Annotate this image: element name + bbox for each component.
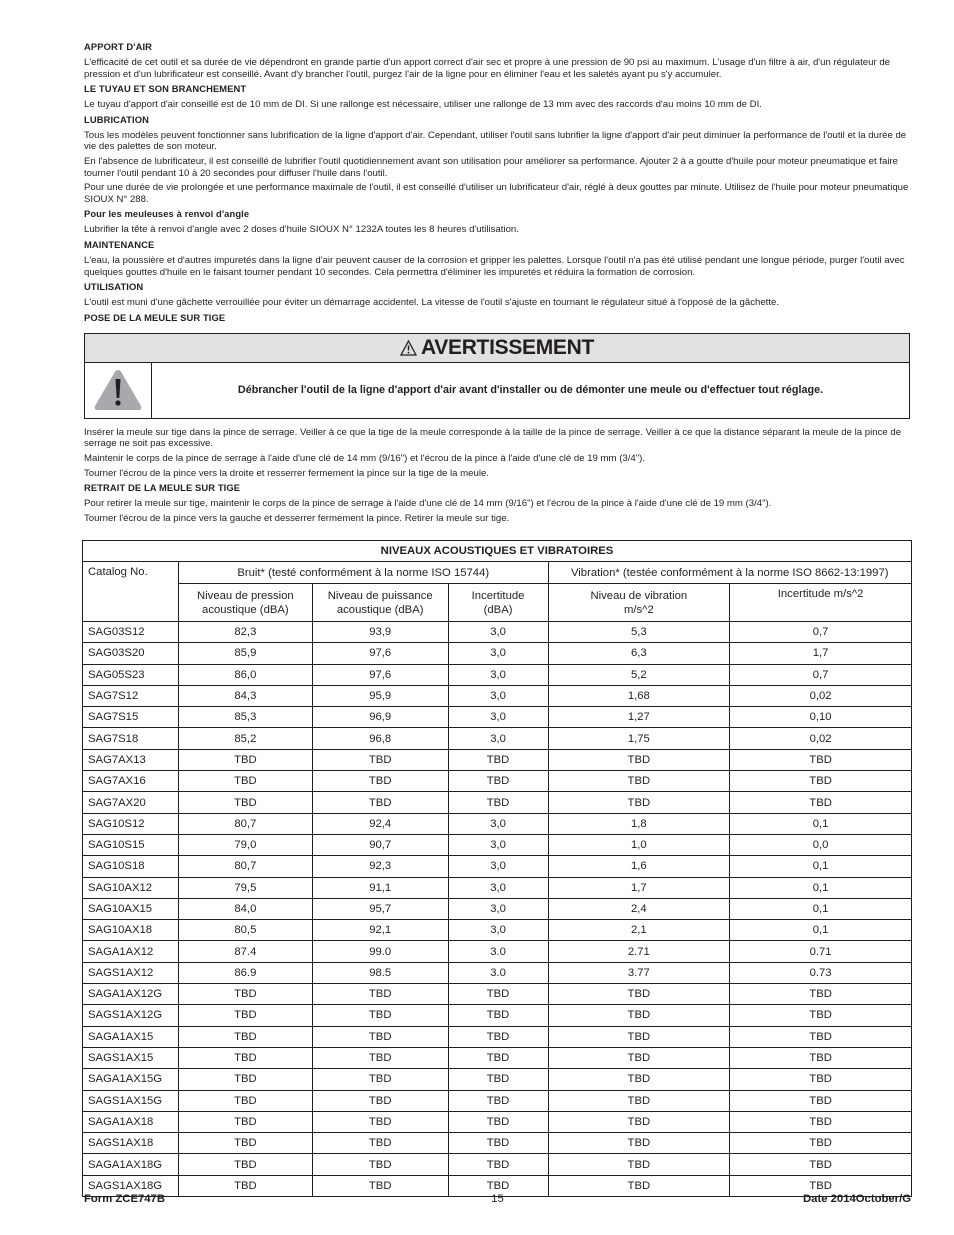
catalog-number-cell: SAGA1AX12G [83,984,179,1005]
paragraph: L'efficacité de cet outil et sa durée de vie dépendront en grande partie d'un apport correct d'air sec et propre à une pression de 90 psi au maximum. L'usage d'un filtre à air, d'un régulateur de pression et d'un lubrificateur est conseillé. Avant d'y brancher l'outil, purgez l'air de la ligne pour en éliminer l'eau et les saletés ayant pu s'y accumuler. [84,57,890,80]
value-cell: 93,9 [312,622,448,643]
revision-date: Date 2014October/G [803,1193,911,1205]
value-cell: TBD [548,1111,730,1132]
catalog-number-cell: SAGA1AX15G [83,1069,179,1090]
vibration-header: Vibration* (testée conformément à la norme ISO 8662-13:1997) [548,562,912,584]
warning-body [85,363,909,418]
value-cell: TBD [448,771,548,792]
value-cell: TBD [730,792,912,813]
value-cell: 1,27 [548,707,730,728]
warning-triangle-icon [400,340,417,356]
catalog-number-cell: SAG10AX12 [83,877,179,898]
value-cell: 2,4 [548,898,730,919]
table-row [83,643,912,664]
paragraph: L'outil est muni d'une gâchette verrouillée pour éviter un démarrage accidentel. La vitesse de l'outil s'ajuste en tournant le régulateur situé à l'opposé de la gâchette. [84,297,780,309]
section-maintenance [84,239,911,278]
catalog-number-cell: SAG7S12 [83,685,179,706]
catalog-number-cell: SAG10S18 [83,856,179,877]
value-cell: TBD [178,771,312,792]
value-cell: 1,68 [548,685,730,706]
value-cell: TBD [312,792,448,813]
value-cell: TBD [730,1005,912,1026]
value-cell: 80,7 [178,856,312,877]
value-cell: 87.4 [178,941,312,962]
value-cell: TBD [730,749,912,770]
value-cell: TBD [178,1154,312,1175]
value-cell: 90,7 [312,834,448,855]
catalog-number-cell: SAG10S12 [83,813,179,834]
table-row [83,877,912,898]
table-row [83,1090,912,1111]
table-row [83,1026,912,1047]
value-cell: TBD [312,1026,448,1047]
heading-retrait: RETRAIT DE LA MEULE SUR TIGE [84,482,241,494]
acoustic-vibration-table [82,540,912,1197]
value-cell: 0,7 [730,622,912,643]
value-cell: TBD [448,749,548,770]
catalog-number-cell: SAGS1AX12G [83,1005,179,1026]
value-cell: 3,0 [448,856,548,877]
value-cell: TBD [548,1154,730,1175]
table-row [83,728,912,749]
value-cell: TBD [448,1005,548,1026]
heading-lubrication: LUBRICATION [84,113,149,125]
value-cell: TBD [548,1047,730,1068]
catalog-number-cell: SAG05S23 [83,664,179,685]
value-cell: 79,5 [178,877,312,898]
catalog-number-cell: SAG10AX18 [83,920,179,941]
value-cell: TBD [178,1026,312,1047]
value-cell: 2,1 [548,920,730,941]
value-cell: TBD [448,1047,548,1068]
value-cell: TBD [312,1005,448,1026]
value-cell: TBD [312,1133,448,1154]
value-cell: 3,0 [448,707,548,728]
value-cell: TBD [730,1133,912,1154]
value-cell: 82,3 [178,622,312,643]
value-cell: 79,0 [178,834,312,855]
value-cell: 85,2 [178,728,312,749]
value-cell: TBD [448,1026,548,1047]
table-row [83,834,912,855]
value-cell: TBD [178,1090,312,1111]
value-cell: TBD [548,1175,730,1196]
value-cell: 1,75 [548,728,730,749]
catalog-number-cell: SAG7S18 [83,728,179,749]
value-cell: TBD [730,984,912,1005]
value-cell: 97,6 [312,664,448,685]
form-number: Form ZCE747B [84,1193,165,1205]
pression-header: Niveau de pression acoustique (dBA) [178,584,312,622]
value-cell: 0.73 [730,962,912,983]
table-body [83,622,912,1197]
warning-title-bar [85,334,909,363]
value-cell: TBD [730,1154,912,1175]
warning-title: AVERTISSEMENT [420,335,595,359]
value-cell: TBD [312,749,448,770]
value-cell: 3,0 [448,643,548,664]
value-cell: 85,3 [178,707,312,728]
value-cell: 85,9 [178,643,312,664]
value-cell: TBD [312,1069,448,1090]
table-title: NIVEAUX ACOUSTIQUES ET VIBRATOIRES [83,541,912,562]
value-cell: 3,0 [448,664,548,685]
value-cell: TBD [448,1090,548,1111]
value-cell: TBD [730,1026,912,1047]
value-cell: 0,1 [730,920,912,941]
paragraph: Insérer la meule sur tige dans la pince de serrage. Veiller à ce que la tige de la meule corresponde à la taille de la pince de serrage. Veiller à ce que la distance séparant la meule de la pince de serrage ne soit pas excessive. [84,426,902,450]
value-cell: 1,7 [548,877,730,898]
value-cell: TBD [548,984,730,1005]
value-cell: TBD [730,1047,912,1068]
paragraph: Pour retirer la meule sur tige, maintenir le corps de la pince de serrage à l'aide d'une clé de 14 mm (9/16") et l'écrou de la pince à l'aide d'une clé de 19 mm (3/4"). [84,498,772,510]
vibration-level-header: Niveau de vibration m/s^2 [548,584,730,622]
section-lubrication [84,114,911,206]
value-cell: 0,1 [730,813,912,834]
value-cell: 1,6 [548,856,730,877]
catalog-number-cell: SAG03S12 [83,622,179,643]
section-apport-air [84,41,911,80]
table-row [83,1111,912,1132]
value-cell: TBD [448,1175,548,1196]
value-cell: TBD [178,1005,312,1026]
table-row [83,622,912,643]
value-cell: 3.0 [448,941,548,962]
value-cell: TBD [548,1026,730,1047]
section-meuleuses [84,208,911,236]
value-cell: 97,6 [312,643,448,664]
catalog-number-cell: SAG7S15 [83,707,179,728]
table-row [83,749,912,770]
value-cell: TBD [730,771,912,792]
paragraph: En l'absence de lubrificateur, il est conseillé de lubrifier l'outil quotidiennement avant son utilisation pour améliorer sa performance. Ajouter 2 à a goutte d'huile pour moteur pneumatique et faire tourner l'outil pendant 10 à 20 secondes pour diffuser l'huile dans l'outil. [84,155,898,179]
catalog-number-cell: SAGA1AX12 [83,941,179,962]
catalog-number-cell: SAG7AX16 [83,771,179,792]
table-row [83,920,912,941]
section-tuyau [84,83,911,111]
value-cell: 0,10 [730,707,912,728]
table-row [83,984,912,1005]
catalog-number-cell: SAGS1AX15 [83,1047,179,1068]
value-cell: TBD [548,1133,730,1154]
value-cell: TBD [448,1111,548,1132]
value-cell: 95,7 [312,898,448,919]
value-cell: TBD [312,1175,448,1196]
heading-tuyau: LE TUYAU ET SON BRANCHEMENT [84,83,247,95]
value-cell: TBD [312,1111,448,1132]
value-cell: 99.0 [312,941,448,962]
value-cell: 80,5 [178,920,312,941]
value-cell: 92,4 [312,813,448,834]
value-cell: 1,8 [548,813,730,834]
catalog-number-cell: SAG10AX15 [83,898,179,919]
value-cell: 3.77 [548,962,730,983]
catalog-number-cell: SAGS1AX15G [83,1090,179,1111]
incertitude-dba-header: Incertitude (dBA) [448,584,548,622]
value-cell: TBD [448,1069,548,1090]
value-cell: 2.71 [548,941,730,962]
heading-apport-air: APPORT D'AIR [84,41,153,52]
heading-utilisation: UTILISATION [84,281,144,293]
table-row [83,707,912,728]
value-cell: 92,1 [312,920,448,941]
value-cell: TBD [730,1069,912,1090]
value-cell: TBD [448,984,548,1005]
value-cell: TBD [312,1154,448,1175]
value-cell: 3,0 [448,813,548,834]
table-row [83,813,912,834]
table-row [83,685,912,706]
value-cell: TBD [178,1111,312,1132]
value-cell: TBD [312,771,448,792]
value-cell: 3,0 [448,920,548,941]
value-cell: TBD [548,1090,730,1111]
value-cell: TBD [448,1154,548,1175]
heading-meuleuses: Pour les meuleuses à renvoi d'angle [84,208,250,220]
warning-icon-cell [85,363,152,418]
catalog-number-cell: SAG7AX20 [83,792,179,813]
section-utilisation [84,281,911,309]
value-cell: 0,02 [730,728,912,749]
paragraph: Pour une durée de vie prolongée et une performance maximale de l'outil, il est conseillé d'utiliser un lubrificateur d'air, réglé à deux gouttes par minute. Utilisez de l'huile pour moteur pneumatique SIOUX N° 288. [84,182,909,205]
table-row [83,771,912,792]
value-cell: TBD [730,1090,912,1111]
catalog-number-cell: SAGS1AX18 [83,1133,179,1154]
table-row [83,941,912,962]
catalog-number-cell: SAGA1AX18 [83,1111,179,1132]
value-cell: TBD [448,1133,548,1154]
value-cell: 96,8 [312,728,448,749]
table-row [83,1005,912,1026]
puissance-header: Niveau de puissance acoustique (dBA) [312,584,448,622]
value-cell: TBD [548,771,730,792]
value-cell: TBD [730,1111,912,1132]
value-cell: 1,0 [548,834,730,855]
value-cell: TBD [312,1090,448,1111]
catalog-number-cell: SAGA1AX15 [83,1026,179,1047]
value-cell: 0,1 [730,898,912,919]
value-cell: TBD [730,1175,912,1196]
catalog-number-cell: SAGS1AX18G [83,1175,179,1196]
page-number: 15 [491,1193,504,1205]
bruit-header: Bruit* (testé conformément à la norme ISO 15744) [178,562,548,584]
incertitude-vib-header: Incertitude m/s^2 [730,584,912,622]
value-cell: 3.0 [448,962,548,983]
table-row [83,664,912,685]
heading-maintenance: MAINTENANCE [84,238,155,250]
paragraph: Tourner l'écrou de la pince vers la gauche et desserrer fermement la pince. Retirer la meule sur tige. [84,512,510,524]
value-cell: 3,0 [448,834,548,855]
table-row [83,1154,912,1175]
value-cell: 0,0 [730,834,912,855]
value-cell: 3,0 [448,685,548,706]
catalog-number-cell: SAGS1AX12 [83,962,179,983]
value-cell: 3,0 [448,877,548,898]
value-cell: TBD [178,749,312,770]
value-cell: 95,9 [312,685,448,706]
value-cell: 84,0 [178,898,312,919]
table-row [83,962,912,983]
value-cell: TBD [178,1069,312,1090]
value-cell: TBD [548,749,730,770]
catalog-number-cell: SAG10S15 [83,834,179,855]
value-cell: TBD [178,792,312,813]
value-cell: TBD [548,1069,730,1090]
value-cell: 3,0 [448,728,548,749]
value-cell: 0,1 [730,856,912,877]
value-cell: 5,3 [548,622,730,643]
value-cell: 92,3 [312,856,448,877]
value-cell: 86.9 [178,962,312,983]
value-cell: TBD [548,792,730,813]
paragraph: Tous les modèles peuvent fonctionner sans lubrification de la ligne d'apport d'air. Cependant, utiliser l'outil sans lubrifier la ligne d'apport d'air peut diminuer la performance de l'outil et la durée de vie des palettes de son moteur. [84,129,907,153]
value-cell: TBD [312,1047,448,1068]
page-footer [84,1193,911,1207]
warning-text: Débrancher l'outil de la ligne d'apport d'air avant d'installer ou de démonter une meule ou d'effectuer tout réglage. [237,384,824,397]
paragraph: Tourner l'écrou de la pince vers la droite et resserrer fermement la pince sur la tige de la meule. [84,467,489,479]
table-row [83,1133,912,1154]
catalog-number-cell: SAG7AX13 [83,749,179,770]
value-cell: 91,1 [312,877,448,898]
warning-box [84,333,910,419]
value-cell: 1,7 [730,643,912,664]
value-cell: TBD [178,984,312,1005]
value-cell: TBD [548,1005,730,1026]
value-cell: TBD [448,792,548,813]
value-cell: 86,0 [178,664,312,685]
value-cell: 98.5 [312,962,448,983]
value-cell: TBD [178,1133,312,1154]
exclamation-triangle-icon [92,367,144,413]
paragraph: Le tuyau d'apport d'air conseillé est de 10 mm de DI. Si une rallonge est nécessaire, utiliser une rallonge de 13 mm avec des raccords d'au moins 10 mm de DI. [84,99,762,111]
table-row [83,898,912,919]
value-cell: 96,9 [312,707,448,728]
catalog-number-cell: SAGA1AX18G [83,1154,179,1175]
value-cell: TBD [178,1047,312,1068]
value-cell: 0.71 [730,941,912,962]
section-pose-steps [84,427,911,525]
value-cell: TBD [178,1175,312,1196]
value-cell: 84,3 [178,685,312,706]
table-row [83,1047,912,1068]
catalog-number-cell: SAG03S20 [83,643,179,664]
table-row [83,856,912,877]
table-row [83,1069,912,1090]
value-cell: 0,02 [730,685,912,706]
paragraph: L'eau, la poussière et d'autres impuretés dans la ligne d'air peuvent causer de la corrosion et gripper les palettes. Lorsque l'outil n'a pas été utilisé pendant une longue période, purger l'outil avec quelques gouttes d'huile en le faisant tourner pendant 10 secondes. Cela permettra d'éliminer les impuretés et réduira la formation de corrosion. [84,254,905,278]
paragraph: Lubrifier la tête à renvoi d'angle avec 2 doses d'huile SIOUX N° 1232A toutes les 8 heures d'utilisation. [84,224,519,236]
value-cell: 80,7 [178,813,312,834]
value-cell: 3,0 [448,898,548,919]
heading-pose: POSE DE LA MEULE SUR TIGE [84,311,226,323]
table-row [83,792,912,813]
catalog-header: Catalog No. [83,562,179,622]
value-cell: 5,2 [548,664,730,685]
value-cell: 0,1 [730,877,912,898]
value-cell: 6,3 [548,643,730,664]
value-cell: 3,0 [448,622,548,643]
value-cell: 0,7 [730,664,912,685]
document-body [84,41,911,527]
paragraph: Maintenir le corps de la pince de serrage à l'aide d'une clé de 14 mm (9/16") et l'écrou de la pince à l'aide d'une clé de 19 mm (3/4"). [84,452,645,464]
value-cell: TBD [312,984,448,1005]
